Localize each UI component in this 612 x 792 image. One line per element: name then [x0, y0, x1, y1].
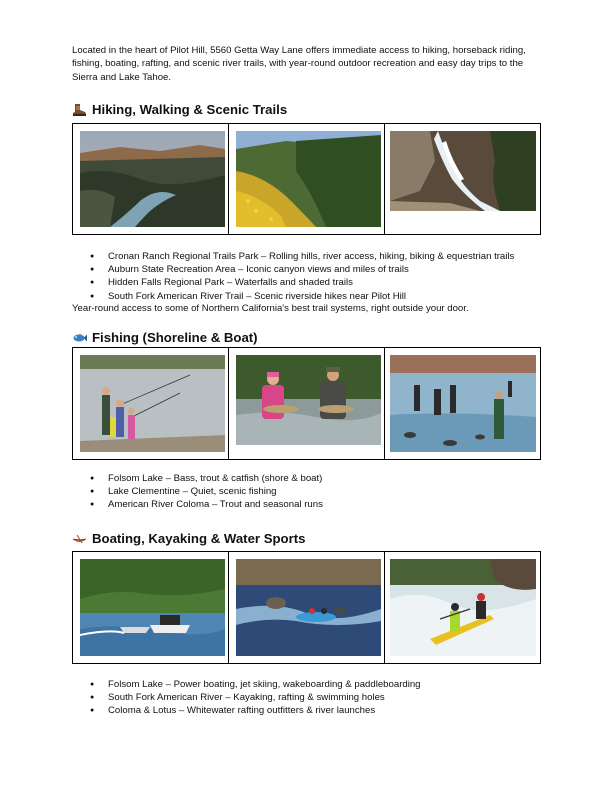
boating-photo-cell-3 — [385, 552, 541, 664]
fishing-heading — [72, 330, 258, 345]
fishing-bullet-list — [90, 472, 550, 512]
list-item: ● Folsom Lake – Bass, trout & catfish (shore & boat) — [90, 472, 550, 485]
hiking-closing-text: Year-round access to some of Northern California's best trail systems, right outside your door. — [72, 303, 469, 314]
hiking-photo-cell-2 — [229, 124, 385, 235]
list-item: ● Auburn State Recreation Area – Iconic canyon views and miles of trails — [90, 263, 550, 276]
fly-fishing-river-photo — [390, 355, 536, 452]
hiking-heading — [72, 102, 287, 117]
list-item: ● Hidden Falls Regional Park – Waterfalls and shaded trails — [90, 276, 550, 289]
list-item: ● Lake Clementine – Quiet, scenic fishing — [90, 485, 550, 498]
whitewater-kayak-photo — [390, 559, 536, 656]
list-item: ● South Fork American River Trail – Scenic riverside hikes near Pilot Hill — [90, 290, 550, 303]
fishing-photo-cell-2 — [229, 348, 385, 460]
canoe-icon — [72, 532, 87, 546]
list-item: ● South Fork American River – Kayaking, rafting & swimming holes — [90, 691, 550, 704]
intro-paragraph: Located in the heart of Pilot Hill, 5560 Getta Way Lane offers immediate access to hiking, horseback riding, fishing, boating, rafting, and scenic river trails, with year-round outdoor recreation and easy day trips to the Sierra and Lake Tahoe. — [72, 45, 526, 83]
fish-icon — [72, 331, 87, 345]
boating-bullet-list — [90, 678, 550, 718]
river-anglers-with-fish-photo — [236, 355, 381, 445]
fishing-photo-cell-3 — [385, 348, 541, 460]
hiking-photo-cell-3 — [385, 124, 541, 235]
hiking-boot-icon — [72, 103, 87, 117]
river-canyon-photo — [80, 131, 225, 227]
fishing-photo-table — [72, 347, 541, 460]
list-item: ● Folsom Lake – Power boating, jet skiing, wakeboarding & paddleboarding — [90, 678, 550, 691]
list-item: ● Coloma & Lotus – Whitewater rafting outfitters & river launches — [90, 704, 550, 717]
boating-heading — [72, 531, 305, 546]
shore-fishing-family-photo — [80, 355, 225, 452]
fishing-photo-cell-1 — [73, 348, 229, 460]
hiking-bullet-list — [90, 250, 550, 303]
boating-title: Boating, Kayaking & Water Sports — [92, 531, 306, 546]
list-item: ● Cronan Ranch Regional Trails Park – Rolling hills, river access, hiking, biking & equestrian trails — [90, 250, 550, 263]
waterfall-photo — [390, 131, 536, 211]
list-item: ● American River Coloma – Trout and seasonal runs — [90, 498, 550, 511]
hiking-photo-cell-1 — [73, 124, 229, 235]
boating-photo-cell-2 — [229, 552, 385, 664]
boating-photo-table — [72, 551, 541, 664]
wildflower-hills-photo — [236, 131, 381, 227]
wakeboard-boats-lake-photo — [80, 559, 225, 656]
river-kayakers-photo — [236, 559, 381, 656]
fishing-title: Fishing (Shoreline & Boat) — [92, 330, 258, 345]
hiking-title: Hiking, Walking & Scenic Trails — [92, 102, 288, 117]
hiking-photo-table — [72, 123, 541, 235]
boating-photo-cell-1 — [73, 552, 229, 664]
